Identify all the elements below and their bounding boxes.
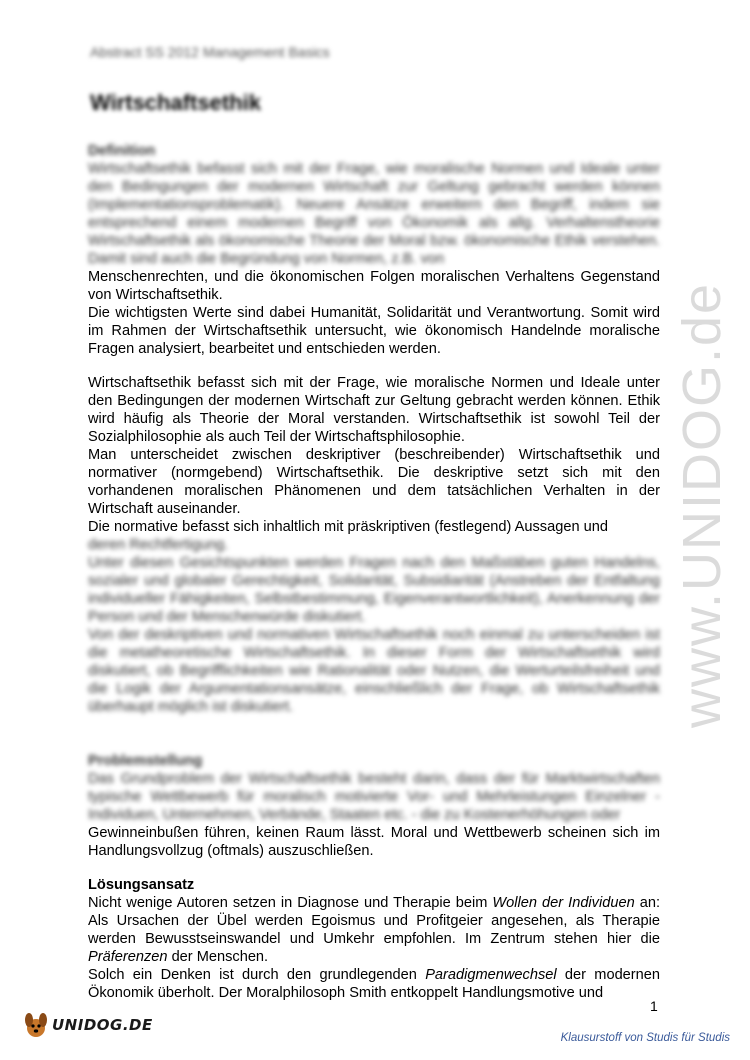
ethics-paragraph-3: Die normative befasst sich inhaltlich mit präskriptiven (festlegend) Aussagen und (88, 519, 608, 535)
page-number: 1 (650, 998, 658, 1014)
solution-paragraph-1: Nicht wenige Autoren setzen in Diagnose und Therapie beim Wollen der Individuen an: Als Ursachen der Übel werden Egoismus und Profitgeier angesehen, als Therapie werden Bewusstseinswandel und Umkehr empfohlen. Im Zentrum stehen hier die Präferenzen der Menschen. (88, 895, 661, 965)
ethics-blurred-3: Von der deskriptiven und normativen Wirtschaftsethik noch einmal zu unterscheiden ist die metatheoretische Wirtschaftsethik. In dieser Form der Wirtschaftsethik wird diskutiert, ob Begrifflichkeiten wie Rationalität oder Nutzen, die Werturteilsfreiheit und die Logik der Argumentationsansätze, einschließlich der Frage, ob Wirtschaftsethik überhaupt möglich ist diskutiert. (88, 627, 660, 715)
unidog-logo (22, 1010, 153, 1040)
definition-heading: Definition (88, 143, 156, 159)
ethics-paragraph-2: Man unterscheidet zwischen deskriptiver (beschreibender) Wirtschaftsethik und normativer (normgebend) Wirtschaftsethik. Die deskriptive setzt sich mit den vorhandenen moralischen Phänomenen und dem tatsächlichen Verhalten in der Wirtschaft auseinander. (88, 447, 660, 517)
logo-text: UNIDOG.DE (52, 1016, 153, 1034)
definition-blurred-text: Wirtschaftsethik befasst sich mit der Frage, wie moralische Normen und Ideale unter den Bedingungen der modernen Wirtschaft zur Geltung gebracht werden können (Implementationsproblematik). Neuere Ansätze erweitern den Begriff, indem sie entsprechend einem modernen Begriff von Ökonomik als allg. Verhaltenstheorie Wirtschaftsethik als ökonomische Theorie der Moral bzw. ökonomische Ethik verstehen. Damit sind auch die Begründung von Normen, z.B. von (88, 161, 660, 267)
solution-heading: Lösungsansatz (88, 877, 195, 893)
footer-text: Klausurstoff von Studis für Studis (560, 1032, 730, 1044)
ethics-paragraph-1: Wirtschaftsethik befasst sich mit der Frage, wie moralische Normen und Ideale unter den Bedingungen der modernen Wirtschaft zur Geltung gebracht werden können. Ethik wird häufig als Theorie der Moral verstanden. Wirtschaftsethik ist sowohl Teil der Sozialphilosophie als auch Teil der Wirtschaftsphilosophie. (88, 375, 660, 445)
document-title: Wirtschaftsethik (90, 90, 261, 115)
dog-icon (22, 1010, 50, 1040)
definition-paragraph-2: Die wichtigsten Werte sind dabei Humanität, Solidarität und Verantwortung. Somit wird im Rahmen der Wirtschaftsethik untersucht, wie ökonomisch Handelnde moralische Fragen analysiert, bearbeitet und entschieden werden. (88, 305, 660, 357)
ethics-blurred-2: Unter diesen Gesichtspunkten werden Fragen nach den Maßstäben guten Handelns, sozialer und globaler Gerechtigkeit, Solidarität, Subsidiarität (Anstreben der Entfaltung individueller Fähigkeiten, Selbstbestimmung, Eigenverantwortlichkeit), Anerkennung der Person und der Menschenwürde diskutiert. (88, 555, 660, 625)
problem-blurred-text: Das Grundproblem der Wirtschaftsethik besteht darin, dass der für Marktwirtschaften typische Wettbewerb für moralisch motivierte Vor- und Mehrleistungen Einzelner - Individuen, Unternehmen, Verbände, Staaten etc. - die zu Kostenerhöhungen oder (88, 771, 660, 823)
problem-paragraph: Gewinneinbußen führen, keinen Raum lässt. Moral und Wettbewerb scheinen sich im Handlungsvollzug (oftmals) auszuschließen. (88, 825, 660, 859)
definition-paragraph-1: Menschenrechten, und die ökonomischen Folgen moralischen Verhaltens Gegenstand von Wirtschaftsethik. (88, 269, 660, 303)
watermark: www.UNIDOG.de (672, 281, 732, 729)
page-header: Abstract SS 2012 Management Basics (90, 44, 330, 60)
ethics-blurred-1: deren Rechtfertigung. (88, 537, 229, 553)
definition-section (88, 142, 660, 1002)
problem-heading: Problemstellung (88, 753, 203, 769)
solution-paragraph-2: Solch ein Denken ist durch den grundlegenden Paradigmenwechsel der modernen Ökonomik überholt. Der Moralphilosoph Smith entkoppelt Handlungsmotive und (88, 967, 661, 1001)
